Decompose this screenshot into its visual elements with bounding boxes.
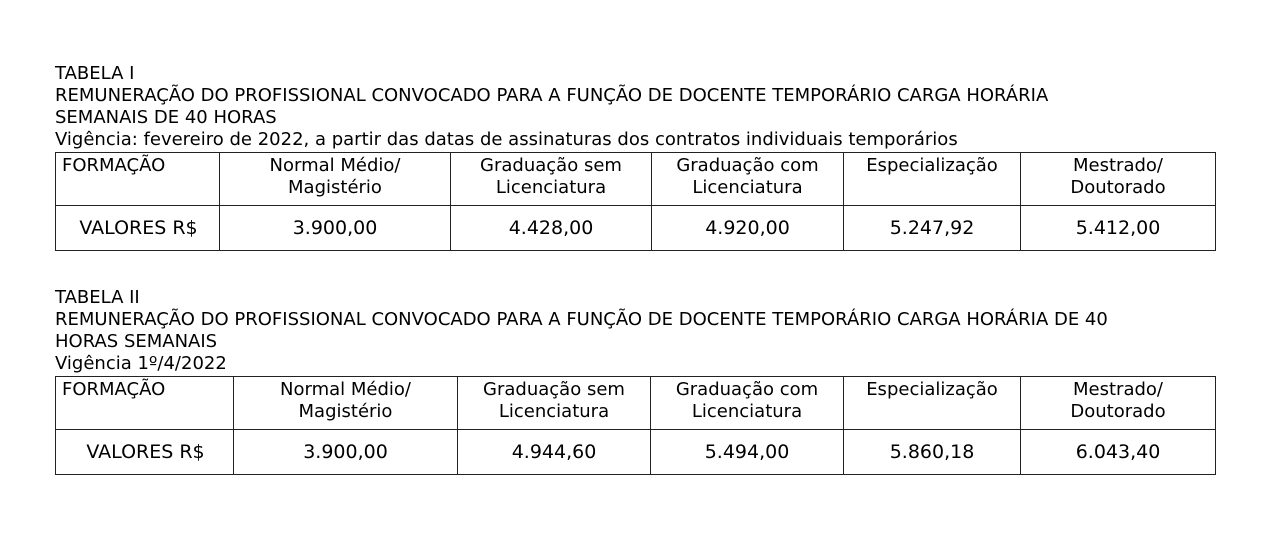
value-cell: 4.944,60 — [458, 430, 651, 475]
header-cell-normal-medio — [234, 377, 458, 430]
table-1-title-line-1: REMUNERAÇÃO DO PROFISSIONAL CONVOCADO PARA A FUNÇÃO DE DOCENTE TEMPORÁRIO CARGA HORÁRIA — [55, 85, 1049, 106]
header-cell-mestrado — [1021, 153, 1216, 206]
header-line-1: Graduação sem — [483, 379, 625, 400]
header-cell-graduacao-com — [651, 377, 844, 430]
header-line-2: Licenciatura — [498, 401, 610, 422]
table-1-label: TABELA I — [55, 63, 135, 84]
header-line-1: Normal Médio/ — [269, 155, 401, 176]
header-line-1: Graduação com — [676, 155, 819, 176]
table-2-label: TABELA II — [55, 287, 140, 308]
header-line-1: Normal Médio/ — [280, 379, 411, 400]
header-cell-especializacao — [844, 153, 1021, 206]
header-cell-normal-medio — [220, 153, 451, 206]
table-1-header-row — [56, 153, 1216, 206]
table-1-values-row — [56, 206, 1216, 251]
header-cell-formacao — [56, 377, 234, 430]
header-cell-especializacao — [844, 377, 1021, 430]
table-2-header-row — [56, 377, 1216, 430]
header-cell-graduacao-com — [652, 153, 844, 206]
row-label-cell: VALORES R$ — [56, 430, 234, 475]
header-cell-graduacao-sem — [458, 377, 651, 430]
table-2-title-line-1: REMUNERAÇÃO DO PROFISSIONAL CONVOCADO PARA A FUNÇÃO DE DOCENTE TEMPORÁRIO CARGA HORÁRIA DE 40 — [55, 309, 1108, 330]
header-line-1: FORMAÇÃO — [62, 379, 166, 400]
value-cell: 5.412,00 — [1021, 206, 1216, 251]
header-line-2: Doutorado — [1070, 177, 1166, 198]
header-cell-mestrado — [1021, 377, 1216, 430]
table-1 — [55, 152, 1216, 251]
value-cell: 6.043,40 — [1021, 430, 1216, 475]
header-line-1: Mestrado/ — [1073, 379, 1163, 400]
header-cell-graduacao-sem — [451, 153, 652, 206]
table-2-section — [55, 287, 1216, 475]
table-2-vigencia: Vigência 1º/4/2022 — [55, 353, 227, 374]
table-1-title-line-2: SEMANAIS DE 40 HORAS — [55, 107, 277, 128]
table-2-values-row — [56, 430, 1216, 475]
header-line-1: FORMAÇÃO — [62, 155, 166, 176]
table-1-vigencia: Vigência: fevereiro de 2022, a partir das datas de assinaturas dos contratos individuais temporários — [55, 129, 958, 150]
header-line-2: Licenciatura — [495, 177, 607, 198]
value-cell: 3.900,00 — [220, 206, 451, 251]
value-cell: 5.860,18 — [844, 430, 1021, 475]
header-line-2: Doutorado — [1070, 401, 1166, 422]
table-1-section — [55, 63, 1216, 251]
header-line-2: Magistério — [298, 401, 393, 422]
header-line-1: Mestrado/ — [1073, 155, 1163, 176]
header-line-1: Especialização — [866, 155, 998, 176]
header-line-2: Licenciatura — [691, 401, 803, 422]
header-line-2: Licenciatura — [692, 177, 803, 198]
value-cell: 4.920,00 — [652, 206, 844, 251]
row-label-cell: VALORES R$ — [56, 206, 220, 251]
value-cell: 5.247,92 — [844, 206, 1021, 251]
header-cell-formacao — [56, 153, 220, 206]
table-2-title-line-2: HORAS SEMANAIS — [55, 331, 218, 352]
table-2 — [55, 376, 1216, 475]
header-line-1: Graduação sem — [480, 155, 622, 176]
header-line-1: Graduação com — [675, 379, 819, 400]
value-cell: 4.428,00 — [451, 206, 652, 251]
header-line-1: Especialização — [866, 379, 998, 400]
value-cell: 3.900,00 — [234, 430, 458, 475]
value-cell: 5.494,00 — [651, 430, 844, 475]
header-line-2: Magistério — [288, 177, 382, 198]
